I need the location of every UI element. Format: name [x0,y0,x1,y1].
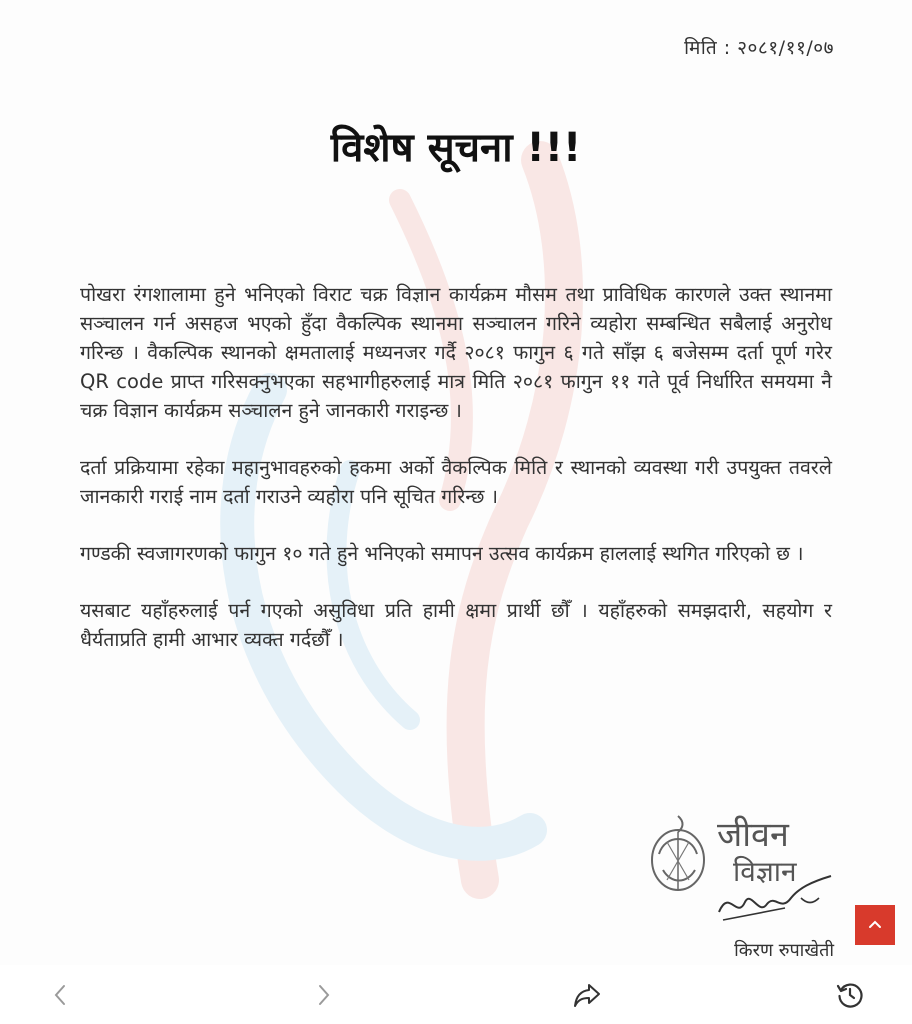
chevron-right-icon [317,984,331,1006]
chevron-up-icon [868,920,882,930]
notice-date: मिति : २०८१/११/०७ [684,37,834,59]
paragraph-apology: यसबाट यहाँहरुलाई पर्न गएको असुविधा प्रति हामी क्षमा प्रार्थी छौँ । यहाँहरुको समझदारी, सहयोग र धैर्यताप्रति हामी आभार व्यक्त गर्दछौँ । [80,599,832,651]
logo-emblem-icon [645,814,711,894]
paragraph-registration: दर्ता प्रक्रियामा रहेका महानुभावहरुको हकमा अर्को वैकल्पिक मिति र स्थानको व्यवस्था गरी उपयुक्त तवरले जानकारी गराई नाम दर्ता गराउने व्यहोरा पनि सूचित गरिन्छ । [80,456,832,508]
history-icon [836,981,864,1009]
share-button[interactable] [569,977,605,1013]
paragraph-venue-change: पोखरा रंगशालामा हुने भनिएको विराट चक्र विज्ञान कार्यक्रम मौसम तथा प्राविधिक कारणले उक्त स्थानमा सञ्चालन गर्न असहज भएको हुँदा वैकल्पिक स्थानमा सञ्चालन गरिने व्यहोरा सम्बन्धित सबैलाई अनुरोध गरिन्छ । वैकल्पिक स्थानको क्षमतालाई मध्यनजर गर्दै २०८१ फागुन ६ गते साँझ ६ बजेसम्म दर्ता पूर्ण गरेर QR code प्राप्त गरिसक्नुभएका सहभागीहरुलाई मात्र मिति २०८१ फागुन ११ गते पूर्व निर्धारित समयमा नै चक्र विज्ञान कार्यक्रम सञ्चालन हुने जानकारी गराइन्छ । [80,283,832,422]
notice-title: विशेष सूचना !!! [330,125,582,171]
notice-body [80,280,832,682]
previous-button[interactable] [42,977,78,1013]
next-button[interactable] [306,977,342,1013]
paragraph-postponement: गण्डकी स्वजागरणको फागुन १० गते हुने भनिएको समापन उत्सव कार्यक्रम हाललाई स्थगित गरिएको छ । [80,542,804,565]
scroll-to-top-button[interactable] [855,905,895,945]
signer-name: किरण रुपाखेती [734,940,834,961]
logo-text-vigyan: विज्ञान [733,855,797,888]
logo-text-jeevan: जीवन [717,815,789,855]
history-button[interactable] [832,977,868,1013]
share-icon [573,982,601,1008]
bottom-toolbar [0,965,912,1024]
signature-image [715,868,835,928]
chevron-left-icon [53,984,67,1006]
